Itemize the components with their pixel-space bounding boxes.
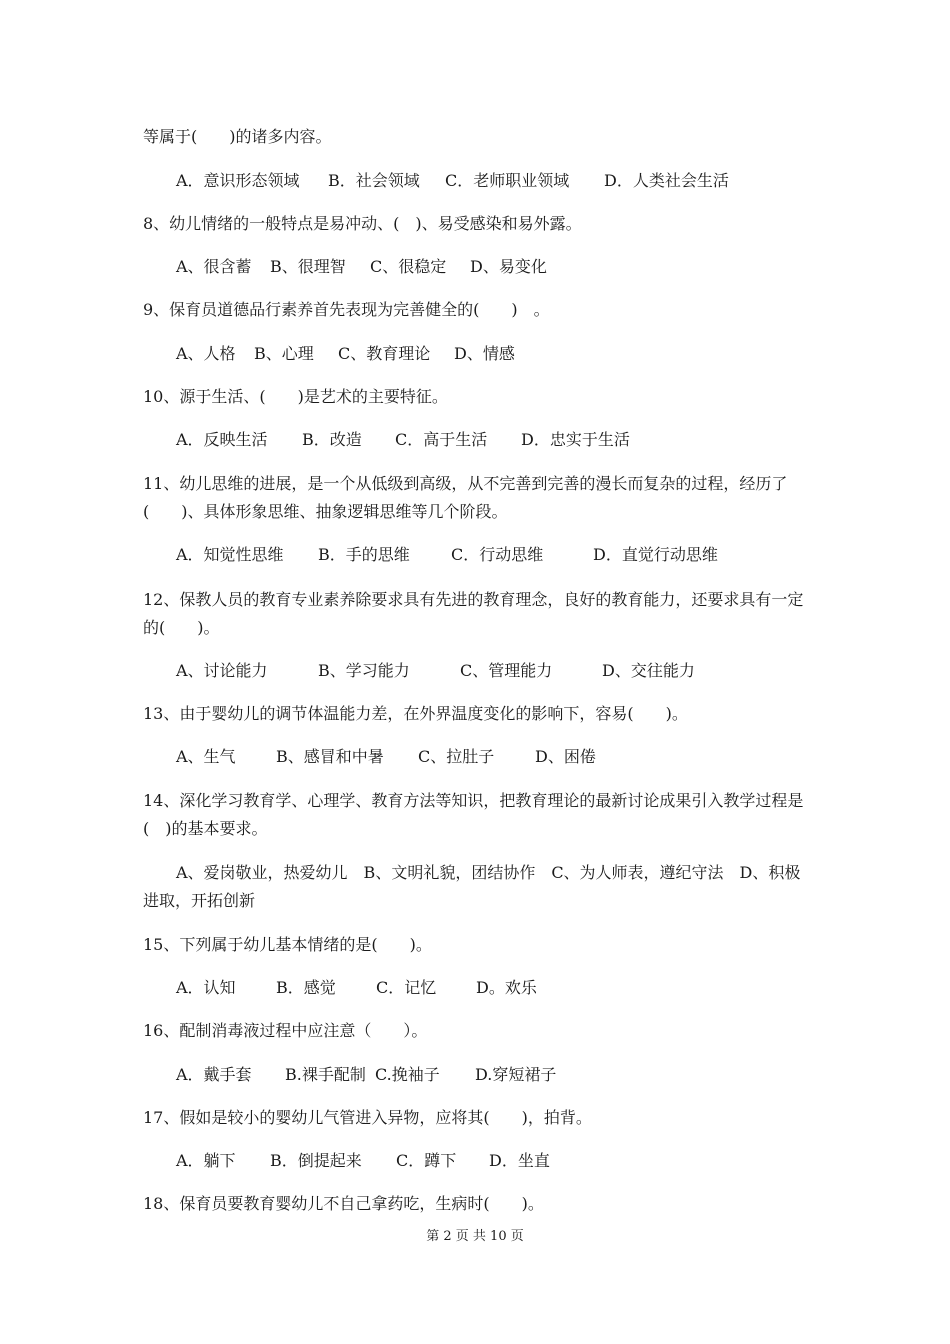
question-8-options [176, 257, 811, 277]
question-13-options [176, 747, 811, 767]
option-c: C.挽袖子 [375, 1065, 440, 1084]
option-d: D、交往能力 [602, 661, 695, 680]
option-d: D、易变化 [470, 257, 547, 276]
question-18-stem: 18、保育员要教育婴幼儿不自己拿药吃，生病时( )。 [143, 1194, 544, 1213]
option-c: C、教育理论 [338, 344, 431, 363]
question-10-stem: 10、源于生活、( )是艺术的主要特征。 [143, 387, 448, 406]
option-b: B．社会领域 [328, 171, 420, 190]
option-a: A、很含蓄 [176, 257, 252, 276]
question-9-options [176, 344, 811, 364]
option-d: D．直觉行动思维 [593, 545, 718, 564]
option-a: A、讨论能力 [176, 661, 268, 680]
option-d: D．坐直 [489, 1151, 550, 1170]
question-11-stem: 11、幼儿思维的进展，是一个从低级到高级，从不完善到完善的漫长而复杂的过程，经历了( )、具体形象思维、抽象逻辑思维等几个阶段。 [143, 474, 788, 521]
option-a: A、生气 [176, 747, 236, 766]
question-10-options [176, 430, 811, 450]
option-a: A．知觉性思维 [176, 545, 284, 564]
option-a: A．意识形态领域 [176, 171, 300, 190]
question-16-options [176, 1065, 811, 1085]
question-16-stem: 16、配制消毒液过程中应注意（ ）。 [143, 1021, 428, 1040]
option-a: A、人格 [176, 344, 236, 363]
question-13-stem: 13、由于婴幼儿的调节体温能力差，在外界温度变化的影响下，容易( )。 [143, 704, 688, 723]
option-d: D．人类社会生活 [604, 171, 729, 190]
page-footer: 第 2 页 共 10 页 [426, 1229, 524, 1244]
option-c: C．高于生活 [395, 430, 488, 449]
question-17-options [176, 1151, 811, 1171]
question-12-options [176, 661, 811, 681]
option-c: C、拉肚子 [418, 747, 495, 766]
option-d: D．忠实于生活 [521, 430, 630, 449]
option-c: C、很稳定 [370, 257, 447, 276]
option-c: C、管理能力 [460, 661, 553, 680]
option-b: B、心理 [254, 344, 314, 363]
option-d: D、情感 [454, 344, 515, 363]
option-b: B．改造 [302, 430, 362, 449]
option-b: B、很理智 [270, 257, 346, 276]
option-a: A．认知 [176, 978, 236, 997]
question-14-options: A、爱岗敬业，热爱幼儿 B、文明礼貌，团结协作 C、为人师表，遵纪守法 D、积极进取，开拓创新 [143, 863, 801, 910]
question-9-stem: 9、保育员道德品行素养首先表现为完善健全的( ) 。 [143, 300, 550, 319]
option-a: A．反映生活 [176, 430, 268, 449]
question-12-stem: 12、保教人员的教育专业素养除要求具有先进的教育理念，良好的教育能力，还要求具有一定的( )。 [143, 590, 804, 637]
option-a: A．躺下 [176, 1151, 236, 1170]
question-8-stem: 8、幼儿情绪的一般特点是易冲动、( )、易受感染和易外露。 [143, 214, 582, 233]
question-15-options [176, 978, 811, 998]
question-17-stem: 17、假如是较小的婴幼儿气管进入异物，应将其( )，拍背。 [143, 1108, 592, 1127]
option-c: C．蹲下 [396, 1151, 457, 1170]
option-c: C．行动思维 [451, 545, 544, 564]
question-7-stem: 等属于( )的诸多内容。 [143, 127, 332, 146]
question-7-options [176, 171, 811, 191]
option-b: B．倒提起来 [270, 1151, 362, 1170]
option-b: B、学习能力 [318, 661, 410, 680]
option-d: D。欢乐 [476, 978, 537, 997]
question-15-stem: 15、下列属于幼儿基本情绪的是( )。 [143, 935, 432, 954]
option-c: C．老师职业领域 [445, 171, 570, 190]
option-b: B.裸手配制 [285, 1065, 366, 1084]
option-b: B、感冒和中暑 [276, 747, 384, 766]
question-14-stem: 14、深化学习教育学、心理学、教育方法等知识，把教育理论的最新讨论成果引入教学过程是( )的基本要求。 [143, 791, 804, 838]
question-11-options [176, 545, 811, 565]
option-b: B．手的思维 [318, 545, 410, 564]
option-b: B．感觉 [276, 978, 336, 997]
option-d: D.穿短裙子 [475, 1065, 557, 1084]
option-a: A．戴手套 [176, 1065, 252, 1084]
option-c: C．记忆 [376, 978, 437, 997]
option-d: D、困倦 [535, 747, 596, 766]
